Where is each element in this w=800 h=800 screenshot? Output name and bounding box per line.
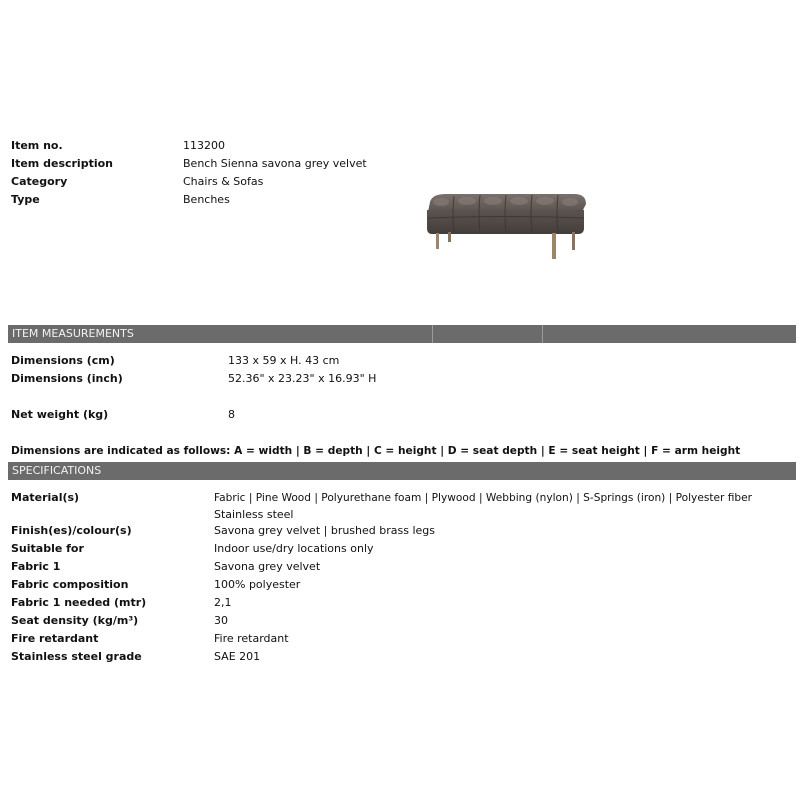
spec-label: Fire retardant (11, 632, 99, 645)
dimensions-cm-row (0, 352, 800, 370)
spec-label: Stainless steel grade (11, 650, 142, 663)
item-type-row (0, 191, 800, 209)
item-measurements-title: ITEM MEASUREMENTS (12, 327, 134, 340)
spec-row (0, 630, 800, 648)
dimensions-inch-label: Dimensions (inch) (11, 372, 123, 385)
item-description-row (0, 155, 800, 173)
spec-value: Fabric | Pine Wood | Polyurethane foam | Plywood | Webbing (nylon) | S-Springs (iron) | Polyester fiber (214, 492, 753, 504)
spec-value: 100% polyester (214, 578, 301, 591)
spec-value: SAE 201 (214, 650, 261, 663)
item-description-label: Item description (11, 157, 113, 170)
dimensions-inch-value: 52.36" x 23.23" x 16.93" H (228, 372, 377, 385)
specifications-header (8, 462, 796, 480)
band-divider (542, 325, 543, 343)
spec-label: Fabric 1 (11, 560, 61, 573)
spec-row (0, 489, 800, 507)
spec-value: Savona grey velvet (214, 560, 321, 573)
dimensions-cm-label: Dimensions (cm) (11, 354, 115, 367)
spec-label: Fabric composition (11, 578, 129, 591)
spec-value: Fire retardant (214, 632, 289, 645)
item-category-label: Category (11, 175, 68, 188)
bench-product-image (424, 188, 588, 264)
item-category-row (0, 173, 800, 191)
item-type-label: Type (11, 193, 40, 206)
spec-value: Savona grey velvet | brushed brass legs (214, 524, 435, 537)
item-category-value: Chairs & Sofas (183, 175, 264, 188)
dimensions-inch-row (0, 370, 800, 388)
spec-row (0, 594, 800, 612)
dimensions-cm-value: 133 x 59 x H. 43 cm (228, 354, 340, 367)
spec-row (0, 540, 800, 558)
dimensions-legend-note: Dimensions are indicated as follows: A = width | B = depth | C = height | D = seat depth | E = seat height | F = arm height (11, 445, 741, 457)
spec-value-line2: Stainless steel (214, 508, 294, 521)
spec-value: Indoor use/dry locations only (214, 542, 374, 555)
spec-value: 30 (214, 614, 228, 627)
item-measurements-header (8, 325, 796, 343)
item-description-value: Bench Sienna savona grey velvet (183, 157, 367, 170)
spec-value: 2,1 (214, 596, 232, 609)
spec-label: Material(s) (11, 491, 80, 504)
net-weight-value: 8 (228, 408, 235, 421)
item-number-value: 113200 (183, 139, 225, 152)
net-weight-label: Net weight (kg) (11, 408, 109, 421)
spec-row (0, 612, 800, 630)
spec-label: Suitable for (11, 542, 84, 555)
spec-row (0, 558, 800, 576)
spec-label: Finish(es)/colour(s) (11, 524, 132, 537)
item-number-label: Item no. (11, 139, 63, 152)
spec-label: Fabric 1 needed (mtr) (11, 596, 147, 609)
spec-row (0, 576, 800, 594)
net-weight-row (0, 406, 800, 424)
specifications-title: SPECIFICATIONS (12, 464, 102, 477)
spec-label: Seat density (kg/m³) (11, 614, 139, 627)
item-type-value: Benches (183, 193, 230, 206)
spec-row (0, 522, 800, 540)
band-divider (432, 325, 433, 343)
spec-row (0, 648, 800, 666)
item-number-row (0, 137, 800, 155)
